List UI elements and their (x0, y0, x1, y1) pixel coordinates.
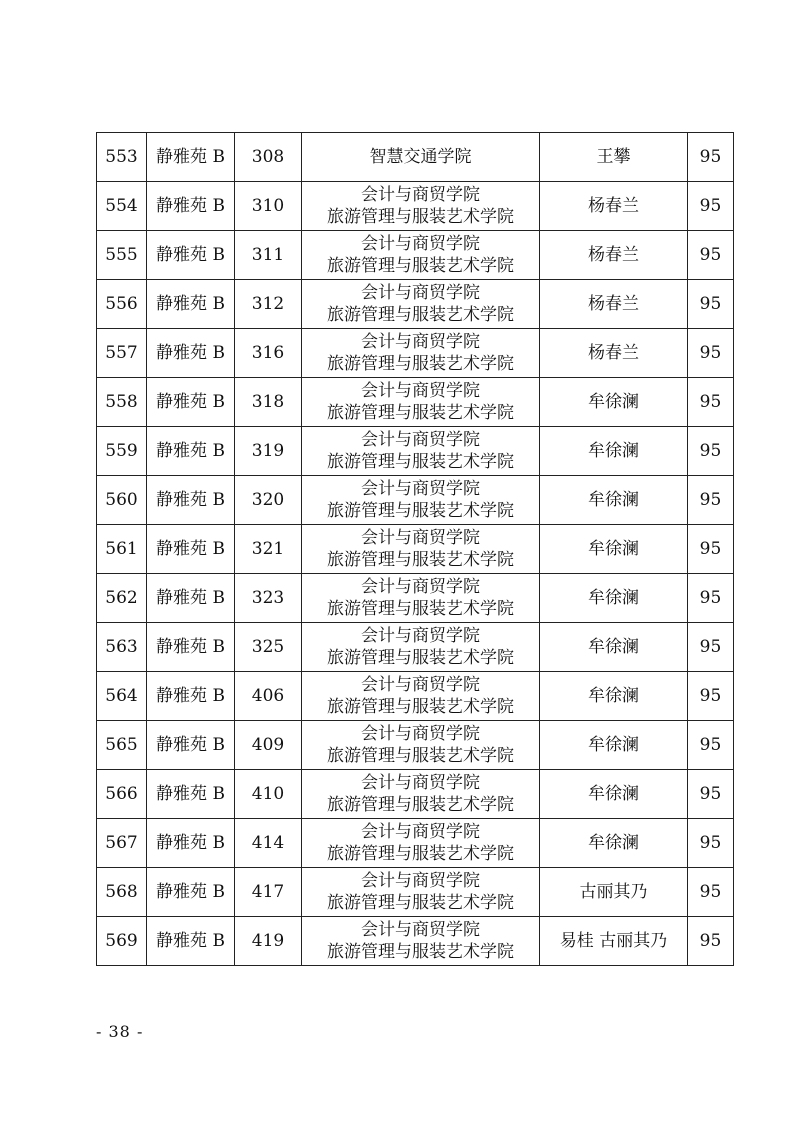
college-cell (302, 721, 540, 770)
responsible-person-cell: 牟徐澜 (540, 476, 688, 525)
college-name: 旅游管理与服装艺术学院 (327, 354, 514, 374)
college-name: 旅游管理与服装艺术学院 (327, 403, 514, 423)
room-number-cell: 325 (235, 623, 302, 672)
room-number-cell: 419 (235, 917, 302, 966)
college-name: 旅游管理与服装艺术学院 (327, 844, 514, 864)
college-cell (302, 917, 540, 966)
college-name: 会计与商贸学院 (361, 675, 480, 695)
table-row (97, 623, 734, 672)
college-cell (302, 672, 540, 721)
building-cell: 静雅苑 B (147, 819, 235, 868)
page-number: - 38 - (96, 1022, 144, 1041)
college-cell (302, 133, 540, 182)
college-cell (302, 231, 540, 280)
score-cell: 95 (688, 819, 734, 868)
building-cell: 静雅苑 B (147, 280, 235, 329)
table-row (97, 721, 734, 770)
building-cell: 静雅苑 B (147, 378, 235, 427)
college-name: 旅游管理与服装艺术学院 (327, 207, 514, 227)
room-number-cell: 310 (235, 182, 302, 231)
row-number-cell: 562 (97, 574, 147, 623)
table-row (97, 280, 734, 329)
row-number-cell: 569 (97, 917, 147, 966)
room-number-cell: 308 (235, 133, 302, 182)
building-cell: 静雅苑 B (147, 182, 235, 231)
score-cell: 95 (688, 868, 734, 917)
score-cell: 95 (688, 231, 734, 280)
college-cell (302, 868, 540, 917)
building-cell: 静雅苑 B (147, 231, 235, 280)
responsible-person-cell: 王攀 (540, 133, 688, 182)
responsible-person-cell: 牟徐澜 (540, 819, 688, 868)
table-row (97, 329, 734, 378)
college-cell (302, 770, 540, 819)
college-cell (302, 427, 540, 476)
room-number-cell: 321 (235, 525, 302, 574)
row-number-cell: 560 (97, 476, 147, 525)
table-row (97, 819, 734, 868)
table-row (97, 182, 734, 231)
college-cell (302, 819, 540, 868)
table-row (97, 231, 734, 280)
table-row (97, 378, 734, 427)
college-name: 会计与商贸学院 (361, 479, 480, 499)
college-name: 智慧交通学院 (369, 147, 472, 167)
room-number-cell: 318 (235, 378, 302, 427)
college-name: 旅游管理与服装艺术学院 (327, 746, 514, 766)
row-number-cell: 567 (97, 819, 147, 868)
college-cell (302, 329, 540, 378)
college-name: 会计与商贸学院 (361, 185, 480, 205)
building-cell: 静雅苑 B (147, 917, 235, 966)
table-row (97, 427, 734, 476)
responsible-person-cell: 古丽其乃 (540, 868, 688, 917)
college-name: 会计与商贸学院 (361, 332, 480, 352)
score-cell: 95 (688, 770, 734, 819)
room-number-cell: 311 (235, 231, 302, 280)
building-cell: 静雅苑 B (147, 133, 235, 182)
college-cell (302, 574, 540, 623)
row-number-cell: 558 (97, 378, 147, 427)
table-row (97, 574, 734, 623)
score-cell: 95 (688, 721, 734, 770)
college-name: 旅游管理与服装艺术学院 (327, 452, 514, 472)
college-name: 会计与商贸学院 (361, 430, 480, 450)
college-name: 会计与商贸学院 (361, 822, 480, 842)
table-row (97, 672, 734, 721)
responsible-person-cell: 牟徐澜 (540, 623, 688, 672)
table-row (97, 770, 734, 819)
row-number-cell: 566 (97, 770, 147, 819)
table-body (97, 133, 734, 966)
building-cell: 静雅苑 B (147, 623, 235, 672)
score-cell: 95 (688, 133, 734, 182)
row-number-cell: 563 (97, 623, 147, 672)
room-number-cell: 410 (235, 770, 302, 819)
row-number-cell: 557 (97, 329, 147, 378)
responsible-person-cell: 杨春兰 (540, 329, 688, 378)
college-name: 旅游管理与服装艺术学院 (327, 942, 514, 962)
table-row (97, 133, 734, 182)
room-number-cell: 323 (235, 574, 302, 623)
row-number-cell: 564 (97, 672, 147, 721)
building-cell: 静雅苑 B (147, 525, 235, 574)
room-number-cell: 414 (235, 819, 302, 868)
room-number-cell: 316 (235, 329, 302, 378)
score-cell: 95 (688, 574, 734, 623)
college-name: 旅游管理与服装艺术学院 (327, 795, 514, 815)
row-number-cell: 554 (97, 182, 147, 231)
table-row (97, 868, 734, 917)
college-name: 会计与商贸学院 (361, 577, 480, 597)
table-row (97, 917, 734, 966)
college-cell (302, 378, 540, 427)
score-cell: 95 (688, 427, 734, 476)
responsible-person-cell: 牟徐澜 (540, 378, 688, 427)
college-name: 会计与商贸学院 (361, 871, 480, 891)
row-number-cell: 565 (97, 721, 147, 770)
college-name: 旅游管理与服装艺术学院 (327, 599, 514, 619)
dormitory-score-table (96, 132, 734, 966)
score-cell: 95 (688, 525, 734, 574)
score-cell: 95 (688, 476, 734, 525)
row-number-cell: 555 (97, 231, 147, 280)
college-name: 旅游管理与服装艺术学院 (327, 648, 514, 668)
responsible-person-cell: 牟徐澜 (540, 770, 688, 819)
college-cell (302, 623, 540, 672)
college-name: 会计与商贸学院 (361, 724, 480, 744)
building-cell: 静雅苑 B (147, 672, 235, 721)
college-name: 会计与商贸学院 (361, 773, 480, 793)
responsible-person-cell: 牟徐澜 (540, 672, 688, 721)
building-cell: 静雅苑 B (147, 770, 235, 819)
college-cell (302, 525, 540, 574)
score-cell: 95 (688, 182, 734, 231)
room-number-cell: 320 (235, 476, 302, 525)
building-cell: 静雅苑 B (147, 721, 235, 770)
responsible-person-cell: 牟徐澜 (540, 721, 688, 770)
table-row (97, 476, 734, 525)
row-number-cell: 553 (97, 133, 147, 182)
room-number-cell: 406 (235, 672, 302, 721)
college-name: 旅游管理与服装艺术学院 (327, 256, 514, 276)
table-row (97, 525, 734, 574)
score-cell: 95 (688, 623, 734, 672)
score-cell: 95 (688, 672, 734, 721)
building-cell: 静雅苑 B (147, 868, 235, 917)
room-number-cell: 312 (235, 280, 302, 329)
responsible-person-cell: 易桂 古丽其乃 (540, 917, 688, 966)
college-name: 旅游管理与服装艺术学院 (327, 305, 514, 325)
room-number-cell: 409 (235, 721, 302, 770)
college-name: 会计与商贸学院 (361, 626, 480, 646)
college-name: 会计与商贸学院 (361, 528, 480, 548)
responsible-person-cell: 牟徐澜 (540, 525, 688, 574)
college-name: 旅游管理与服装艺术学院 (327, 893, 514, 913)
room-number-cell: 417 (235, 868, 302, 917)
responsible-person-cell: 杨春兰 (540, 280, 688, 329)
building-cell: 静雅苑 B (147, 574, 235, 623)
college-name: 会计与商贸学院 (361, 283, 480, 303)
building-cell: 静雅苑 B (147, 427, 235, 476)
responsible-person-cell: 杨春兰 (540, 231, 688, 280)
college-name: 旅游管理与服装艺术学院 (327, 550, 514, 570)
score-cell: 95 (688, 280, 734, 329)
building-cell: 静雅苑 B (147, 329, 235, 378)
row-number-cell: 561 (97, 525, 147, 574)
room-number-cell: 319 (235, 427, 302, 476)
score-cell: 95 (688, 917, 734, 966)
responsible-person-cell: 牟徐澜 (540, 574, 688, 623)
responsible-person-cell: 牟徐澜 (540, 427, 688, 476)
responsible-person-cell: 杨春兰 (540, 182, 688, 231)
college-cell (302, 280, 540, 329)
college-name: 会计与商贸学院 (361, 234, 480, 254)
score-cell: 95 (688, 329, 734, 378)
row-number-cell: 559 (97, 427, 147, 476)
score-cell: 95 (688, 378, 734, 427)
college-cell (302, 182, 540, 231)
college-cell (302, 476, 540, 525)
row-number-cell: 568 (97, 868, 147, 917)
college-name: 旅游管理与服装艺术学院 (327, 697, 514, 717)
college-name: 会计与商贸学院 (361, 920, 480, 940)
building-cell: 静雅苑 B (147, 476, 235, 525)
college-name: 旅游管理与服装艺术学院 (327, 501, 514, 521)
college-name: 会计与商贸学院 (361, 381, 480, 401)
row-number-cell: 556 (97, 280, 147, 329)
